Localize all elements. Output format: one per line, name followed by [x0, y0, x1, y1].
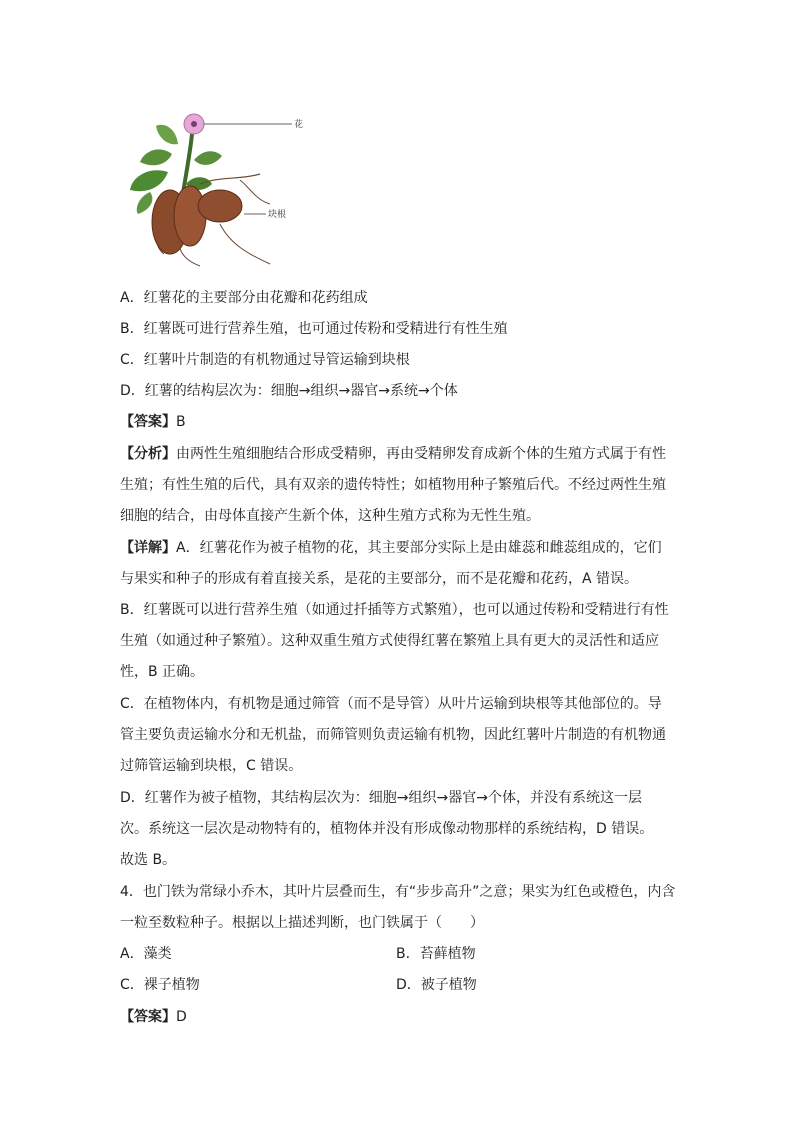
q3-analysis-line-2: 生殖；有性生殖的后代，具有双亲的遗传特性；如植物用种子繁殖后代。不经过两性生殖 — [120, 477, 666, 493]
q3-option-d: D．红薯的结构层次为：细胞→组织→器官→系统→个体 — [120, 383, 458, 399]
q3-detail-line-8: 过筛管运输到块根，C 错误。 — [120, 758, 303, 774]
flower-label: 花 — [294, 120, 304, 130]
q3-analysis-line-1 — [120, 444, 666, 464]
q4-option-a: A．藻类 — [120, 946, 172, 962]
q3-detail-line-9: D．红薯作为被子植物，其结构层次为：细胞→组织→器官→个体，并没有系统这一层 — [120, 790, 642, 806]
q4-option-c: C．裸子植物 — [120, 977, 200, 993]
answer-tag: 【答案】 — [120, 414, 176, 430]
q4-answer — [120, 1007, 187, 1027]
q3-detail-line-1 — [120, 538, 662, 558]
q3-detail-line-4: 生殖（如通过种子繁殖）。这种双重生殖方式使得红薯在繁殖上具有更大的灵活性和适应 — [120, 633, 659, 649]
q4-option-d: D．被子植物 — [396, 977, 477, 993]
analysis-tag: 【分析】 — [120, 446, 176, 462]
answer-tag: 【答案】 — [120, 1009, 176, 1025]
q3-option-a: A．红薯花的主要部分由花瓣和花药组成 — [120, 290, 368, 306]
answer-value: B — [176, 414, 186, 430]
q3-detail-line-10: 次。系统这一层次是动物特有的，植物体并没有形成像动物那样的系统结构，D 错误。 — [120, 821, 654, 837]
detail-tag: 【详解】 — [120, 540, 176, 556]
q3-detail-line-6: C．在植物体内，有机物是通过筛管（而不是导管）从叶片运输到块根等其他部位的。导 — [120, 696, 662, 712]
q3-detail-line-2: 与果实和种子的形成有着直接关系，是花的主要部分，而不是花瓣和花药，A 错误。 — [120, 571, 639, 587]
sweet-potato-illustration — [120, 104, 310, 274]
q4-stem-line-1: 4．也门铁为常绿小乔木，其叶片层叠而生，有“步步高升”之意；果实为红色或橙色，内含 — [120, 884, 676, 900]
q3-detail-line-5: 性，B 正确。 — [120, 664, 205, 680]
q4-stem-line-2: 一粒至数粒种子。根据以上描述判断，也门铁属于（ ） — [120, 915, 484, 931]
tuber-label: 块根 — [268, 210, 287, 220]
q3-detail-line-7: 管主要负责运输水分和无机盐，而筛管则负责运输有机物，因此红薯叶片制造的有机物通 — [120, 727, 666, 743]
q3-option-c: C．红薯叶片制造的有机物通过导管运输到块根 — [120, 352, 410, 368]
detail-text: A．红薯花作为被子植物的花，其主要部分实际上是由雄蕊和雌蕊组成的，它们 — [176, 540, 662, 556]
q3-detail-line-11: 故选 B。 — [120, 852, 177, 868]
analysis-text: 由两性生殖细胞结合形成受精卵，再由受精卵发育成新个体的生殖方式属于有性 — [176, 446, 666, 462]
q3-detail-line-3: B．红薯既可以进行营养生殖（如通过扦插等方式繁殖），也可以通过传粉和受精进行有性 — [120, 602, 669, 618]
answer-value: D — [176, 1009, 187, 1025]
q3-analysis-line-3: 细胞的结合，由母体直接产生新个体，这种生殖方式称为无性生殖。 — [120, 508, 540, 524]
q4-option-b: B．苔藓植物 — [396, 946, 476, 962]
q3-answer — [120, 412, 186, 432]
q3-option-b: B．红薯既可进行营养生殖，也可通过传粉和受精进行有性生殖 — [120, 321, 508, 337]
